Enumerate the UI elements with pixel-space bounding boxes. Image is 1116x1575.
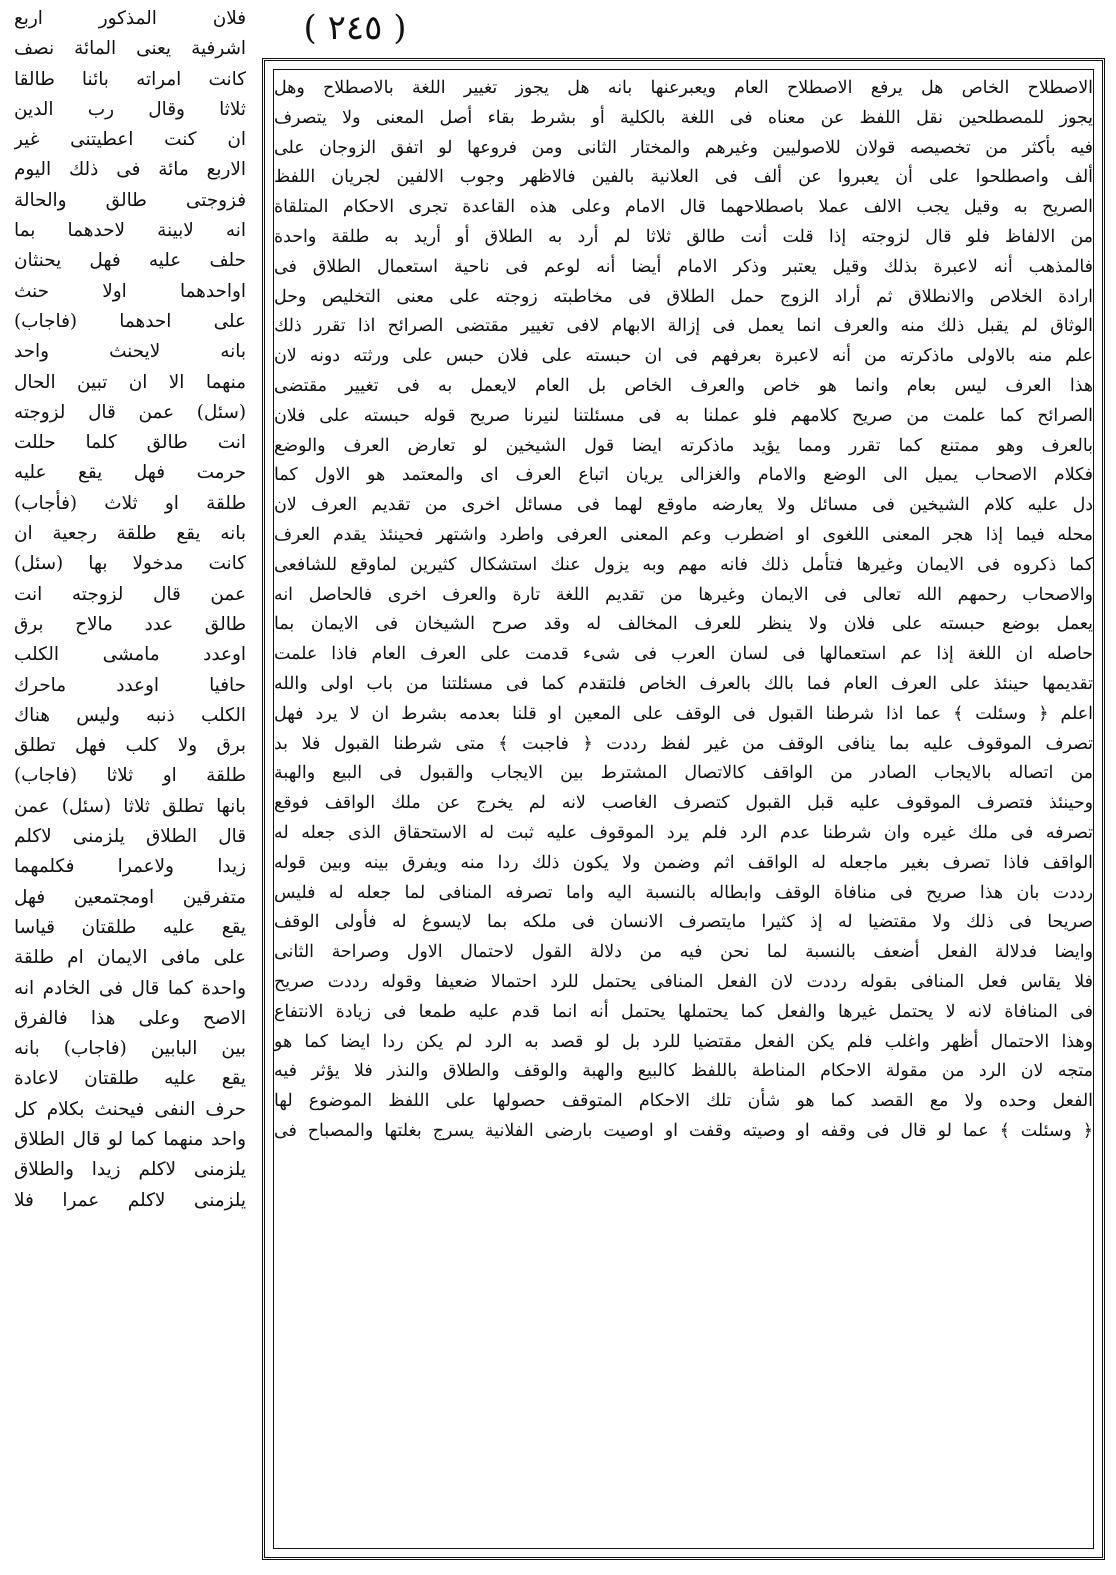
margin-text-line: انت طالق كلما حللت bbox=[14, 432, 246, 454]
margin-text-line: يقع عليه طلقتان لاعادة bbox=[14, 1068, 246, 1090]
margin-text-line: متفرقين اومجتمعين فهل bbox=[14, 886, 246, 908]
margin-text-line: بانها تطلق ثلاثا (سئل) عمن bbox=[14, 795, 246, 817]
margin-text-line: الاربع مائة فى ذلك اليوم bbox=[14, 159, 246, 181]
main-text-line: الواقف فاذا تصرف بغير ماجعله له الواقف اثم وضمن ولا يكون ذلك ردا منه ويفرق بينه وبين قوله bbox=[274, 852, 1093, 873]
main-text-line: ارادة الخلاص والانطلاق ثم أراد الزوج حمل الطلاق فى مخاطبته زوجته على معنى التخليص وحل bbox=[274, 286, 1093, 307]
margin-text-line: بين البابين (فاجاب) بانه bbox=[14, 1038, 246, 1060]
main-text-line: ألف واصطلحوا على أن يعبروا عن ألف فى العلانية بالفين فالاظهر وجوب الالفين لجريان اللفظ bbox=[274, 167, 1093, 188]
main-text-line: بالعرف وهو ممتنع كما تقرر ومما يؤيد ماذكرته ايضا قول الشيخين لو تعارض العرف والوضع bbox=[274, 435, 1093, 456]
main-text-line: الصريح به وقيل يجب الالف عملا باصطلاحهما قال الامام وعلى هذه القاعدة تجرى الاحكام المتلقاة bbox=[274, 197, 1093, 218]
main-text-line: رددت بان هذا صريح فى منافاة الوقف وابطاله بالنسبة اليه واما تصرفه المنافى لما جعله له فليس bbox=[274, 882, 1093, 903]
margin-text-line: اوعدد مامشى الكلب bbox=[14, 644, 246, 666]
page-number: ( ٢٤٥ ) bbox=[303, 8, 407, 48]
main-text-line: حاصله ان اللغة إذا عم استعمالها فى لسان العرب فى شىء قدمت على العرف العام فاذا علمت bbox=[274, 644, 1093, 665]
main-text-line: من الالفاظ فلو قال لزوجته إذا قلت أنت طالق ثلاثا لم أرد به الطلاق أو أريد به طلقة واحدة bbox=[274, 226, 1093, 247]
main-text-line: من اتصاله بالايجاب الصادر من الواقف كالاتصال المشترط بين الايجاب والقبول فى البيع والهبة bbox=[274, 763, 1093, 784]
margin-text-line: واحدة كما قال فى الخادم انه bbox=[14, 977, 246, 999]
main-text-line: تصرفه فى ملك غيره وان شرطنا عدم الرد فلم يرد الموقوف عليه ثبت له الاستحقاق الذى جعله له bbox=[274, 822, 1093, 843]
main-text-line: دل عليه كلام الشيخين فى مسائل ولا يعارضه ماوقع لهما فى مسائل اخرى من تقديم العرف لان bbox=[274, 495, 1093, 516]
main-text-line: فيه بأكثر من تخصيصه قولان للاصوليين وغيرهم والمختار الثانى ومن فروعها لو اتفق الزوجان على bbox=[274, 137, 1093, 158]
margin-text-line: ان كنت اعطيتنى غير bbox=[14, 129, 246, 151]
margin-text-line: طالق عدد مالاح برق bbox=[14, 613, 246, 635]
margin-text-line: بانه يقع طلقة رجعية ان bbox=[14, 523, 246, 545]
margin-text-line: كانت مدخولا بها (سئل) bbox=[14, 553, 246, 575]
main-text-line: وايضا فدلالة الفعل أضعف بالنسبة لما نحن فيه من دلالة القول لاحتمال الاول وصراحة الثانى bbox=[274, 942, 1093, 963]
margin-text-line: حافيا اوعدد ماحرك bbox=[14, 674, 246, 696]
main-text-line: يجوز للمصطلحين نقل اللفظ عن معناه فى اللغة بالكلية أو بشرط بقاء أصل المعنى ولا يتصرف bbox=[274, 107, 1093, 128]
main-text-line: والاصحاب رحمهم الله تعالى فى الايمان وغيرها من تقديم اللغة تارة والعرف اخرى فالحاصل انه bbox=[274, 584, 1093, 605]
margin-text-line: طلقة او ثلاثا (فاجاب) bbox=[14, 765, 246, 787]
main-text-line: فلا يقاس فعل المنافى بقوله رددت لان الفعل المنافى يحتمل للرد احتمالا ضعيفا وقوله رددت صريح bbox=[274, 971, 1093, 992]
margin-text-line: اواحدهما اولا حنث bbox=[14, 280, 246, 302]
margin-text-line: زيدا ولاعمرا فكلمهما bbox=[14, 856, 246, 878]
margin-text-line: انه لابينة لاحدهما بما bbox=[14, 220, 246, 242]
margin-text-line: يلزمنى لاكلم عمرا فلا bbox=[14, 1189, 246, 1211]
margin-text-line: طلقة او ثلاث (فأجاب) bbox=[14, 492, 246, 514]
margin-text-line: الاصح وعلى هذا فالفرق bbox=[14, 1007, 246, 1029]
main-text-line: كما ذكروه فى الايمان وغيرها فتأمل ذلك فانه مهم وبه يزول عنك استشكال كثيرين لماوقع للشافعى bbox=[274, 554, 1093, 575]
margin-text-line: ثلاثا وقال رب الدين bbox=[14, 98, 246, 120]
margin-text-line: بانه لايحنث واحد bbox=[14, 341, 246, 363]
margin-text-line: عمن قال لزوجته انت bbox=[14, 583, 246, 605]
main-text-line: اعلم ﴿ وسئلت ﴾ عما اذا شرطنا القبول فى الوقف على المعين او قلنا بعدمه بشرط ان لا يرد فهل bbox=[274, 703, 1093, 724]
main-text-line: فالمذهب أنه لاعبرة بذلك وقيل يعتبر وذكر الامام أيضا أنه لوعم فى ناحية استعمال الطلاق فى bbox=[274, 256, 1093, 277]
margin-commentary bbox=[14, 4, 246, 1216]
margin-text-line: على احدهما (فاجاب) bbox=[14, 310, 246, 332]
main-text-line: وهذا الاحتمال أظهر واغلب فلم يكن الفعل مقتضيا للرد بل لو قصد به الرد لم يكن ردا ايضا كما هو bbox=[274, 1031, 1093, 1052]
margin-text-line: (سئل) عمن قال لزوجته bbox=[14, 401, 246, 423]
main-text-line: فكلام الاصحاب يميل الى الوضع والامام والغزالى يريان اتباع العرف اى والمعتمد هو الاول كما bbox=[274, 465, 1093, 486]
margin-text-line: فلان المذكور اربع bbox=[14, 8, 246, 29]
main-text-line: الفعل وحده ولا مع القصد كما هو شأن تلك الاحكام المتوقف حصولها على اللفظ الموضوع لها bbox=[274, 1091, 1093, 1112]
margin-text-line: يلزمنى لاكلم زيدا والطلاق bbox=[14, 1159, 246, 1181]
main-text-line: تقديمها حينئذ على العرف العام فما بالك بالعرف الخاص فلتقدم كما فى مسئلتنا من باب اولى والله bbox=[274, 673, 1093, 694]
main-text-line: صريحا فى ذلك ولا مقتضيا له إذ كثيرا مايتصرف الانسان فى ملكه بما لايسوغ له فأولى الوقف bbox=[274, 912, 1093, 933]
main-text-line: يعمل بوضع حبسته على فلان ولا ينظر للعرف المخالف له وقد صرح الشيخان فى الايمان بما bbox=[274, 614, 1093, 635]
margin-text-line: حلف عليه فهل يحنثان bbox=[14, 250, 246, 272]
margin-text-line: حرمت فهل يقع عليه bbox=[14, 462, 246, 484]
main-text-line: محله فيما إذا هجر المعنى اللغوى او اضطرب وعم المعنى العرفى واطرد واشتهر فحينئذ يقدم العرف bbox=[274, 524, 1093, 545]
margin-text-line: منهما الا ان تبين الحال bbox=[14, 371, 246, 393]
main-text-line: تصرف الموقوف عليه بما ينافى الوقف من غير لفظ رددت ﴿ فاجبت ﴾ متى شرطنا القبول فلا بد bbox=[274, 733, 1093, 754]
margin-text-line: برق ولا كلب فهل تطلق bbox=[14, 735, 246, 757]
main-text-line: فى المنافاة لانه لا يحتمل غيرها والفعل كما يحتملها يحتمل أنه انما قدم عليه طمعا فى زيادة الانتفاع bbox=[274, 1001, 1093, 1022]
main-text-line: الوثاق لم يقبل ذلك منه والعرف انما يعمل فى إزالة الابهام لافى تغيير مقتضى الصرائح اذا تقرر ذلك bbox=[274, 316, 1093, 337]
main-text-line: الاصطلاح الخاص هل يرفع الاصطلاح العام ويعبرعنها بانه هل يجوز تغيير اللغة بالاصطلاح وهل bbox=[274, 78, 1093, 98]
margin-text-line: كانت امراته بائنا طالقا bbox=[14, 68, 246, 90]
margin-text-line: فزوجتى طالق والحالة bbox=[14, 189, 246, 211]
main-text-line: متجه لان الرد من مقولة الاحكام المناطة باللفظ كالبيع والهبة والوقف والطلاق والنذر فلا يؤثر فيه bbox=[274, 1061, 1093, 1082]
main-text-line: علم منه بالاولى ماذكرته من أنه لاعبرة بعرفهم فى ان حبسته على فلان حبس على ورثته دونه لان bbox=[274, 346, 1093, 367]
margin-text-line: حرف النفى فيحنث بكلام كل bbox=[14, 1098, 246, 1120]
margin-text-line: الكلب ذنبه وليس هناك bbox=[14, 704, 246, 726]
margin-text-line: قال الطلاق يلزمنى لاكلم bbox=[14, 826, 246, 848]
margin-text-line: واحد منهما كما لو قال الطلاق bbox=[14, 1128, 246, 1150]
main-text-line: ﴿ وسئلت ﴾ عما لو قال فى وقفه او وصيته وقفت او اوصيت بارضى الفلانية يسرج بغلتها والمصباح فى bbox=[274, 1120, 1093, 1141]
margin-text-line: يقع عليه طلقتان قياسا bbox=[14, 916, 246, 938]
main-text bbox=[274, 74, 1093, 1147]
main-text-line: وحينئذ فتصرف الموقوف عليه قبل القبول كتصرف الغاصب لانه لم يخرج عن ملك الواقف فوقع bbox=[274, 793, 1093, 814]
main-text-line: هذا العرف ليس بعام وانما هو خاص والعرف الخاص بل العام لايعمل به فى تغيير مقتضى bbox=[274, 375, 1093, 396]
margin-text-line: على مافى الايمان ام طلقة bbox=[14, 947, 246, 969]
margin-text-line: اشرفية يعنى المائة نصف bbox=[14, 38, 246, 60]
main-text-line: الصرائح كما علمت من صريح كلامهم فلو عملنا به فى مسئلتنا لنيرنا صريح قوله حبسته على فلان bbox=[274, 405, 1093, 426]
